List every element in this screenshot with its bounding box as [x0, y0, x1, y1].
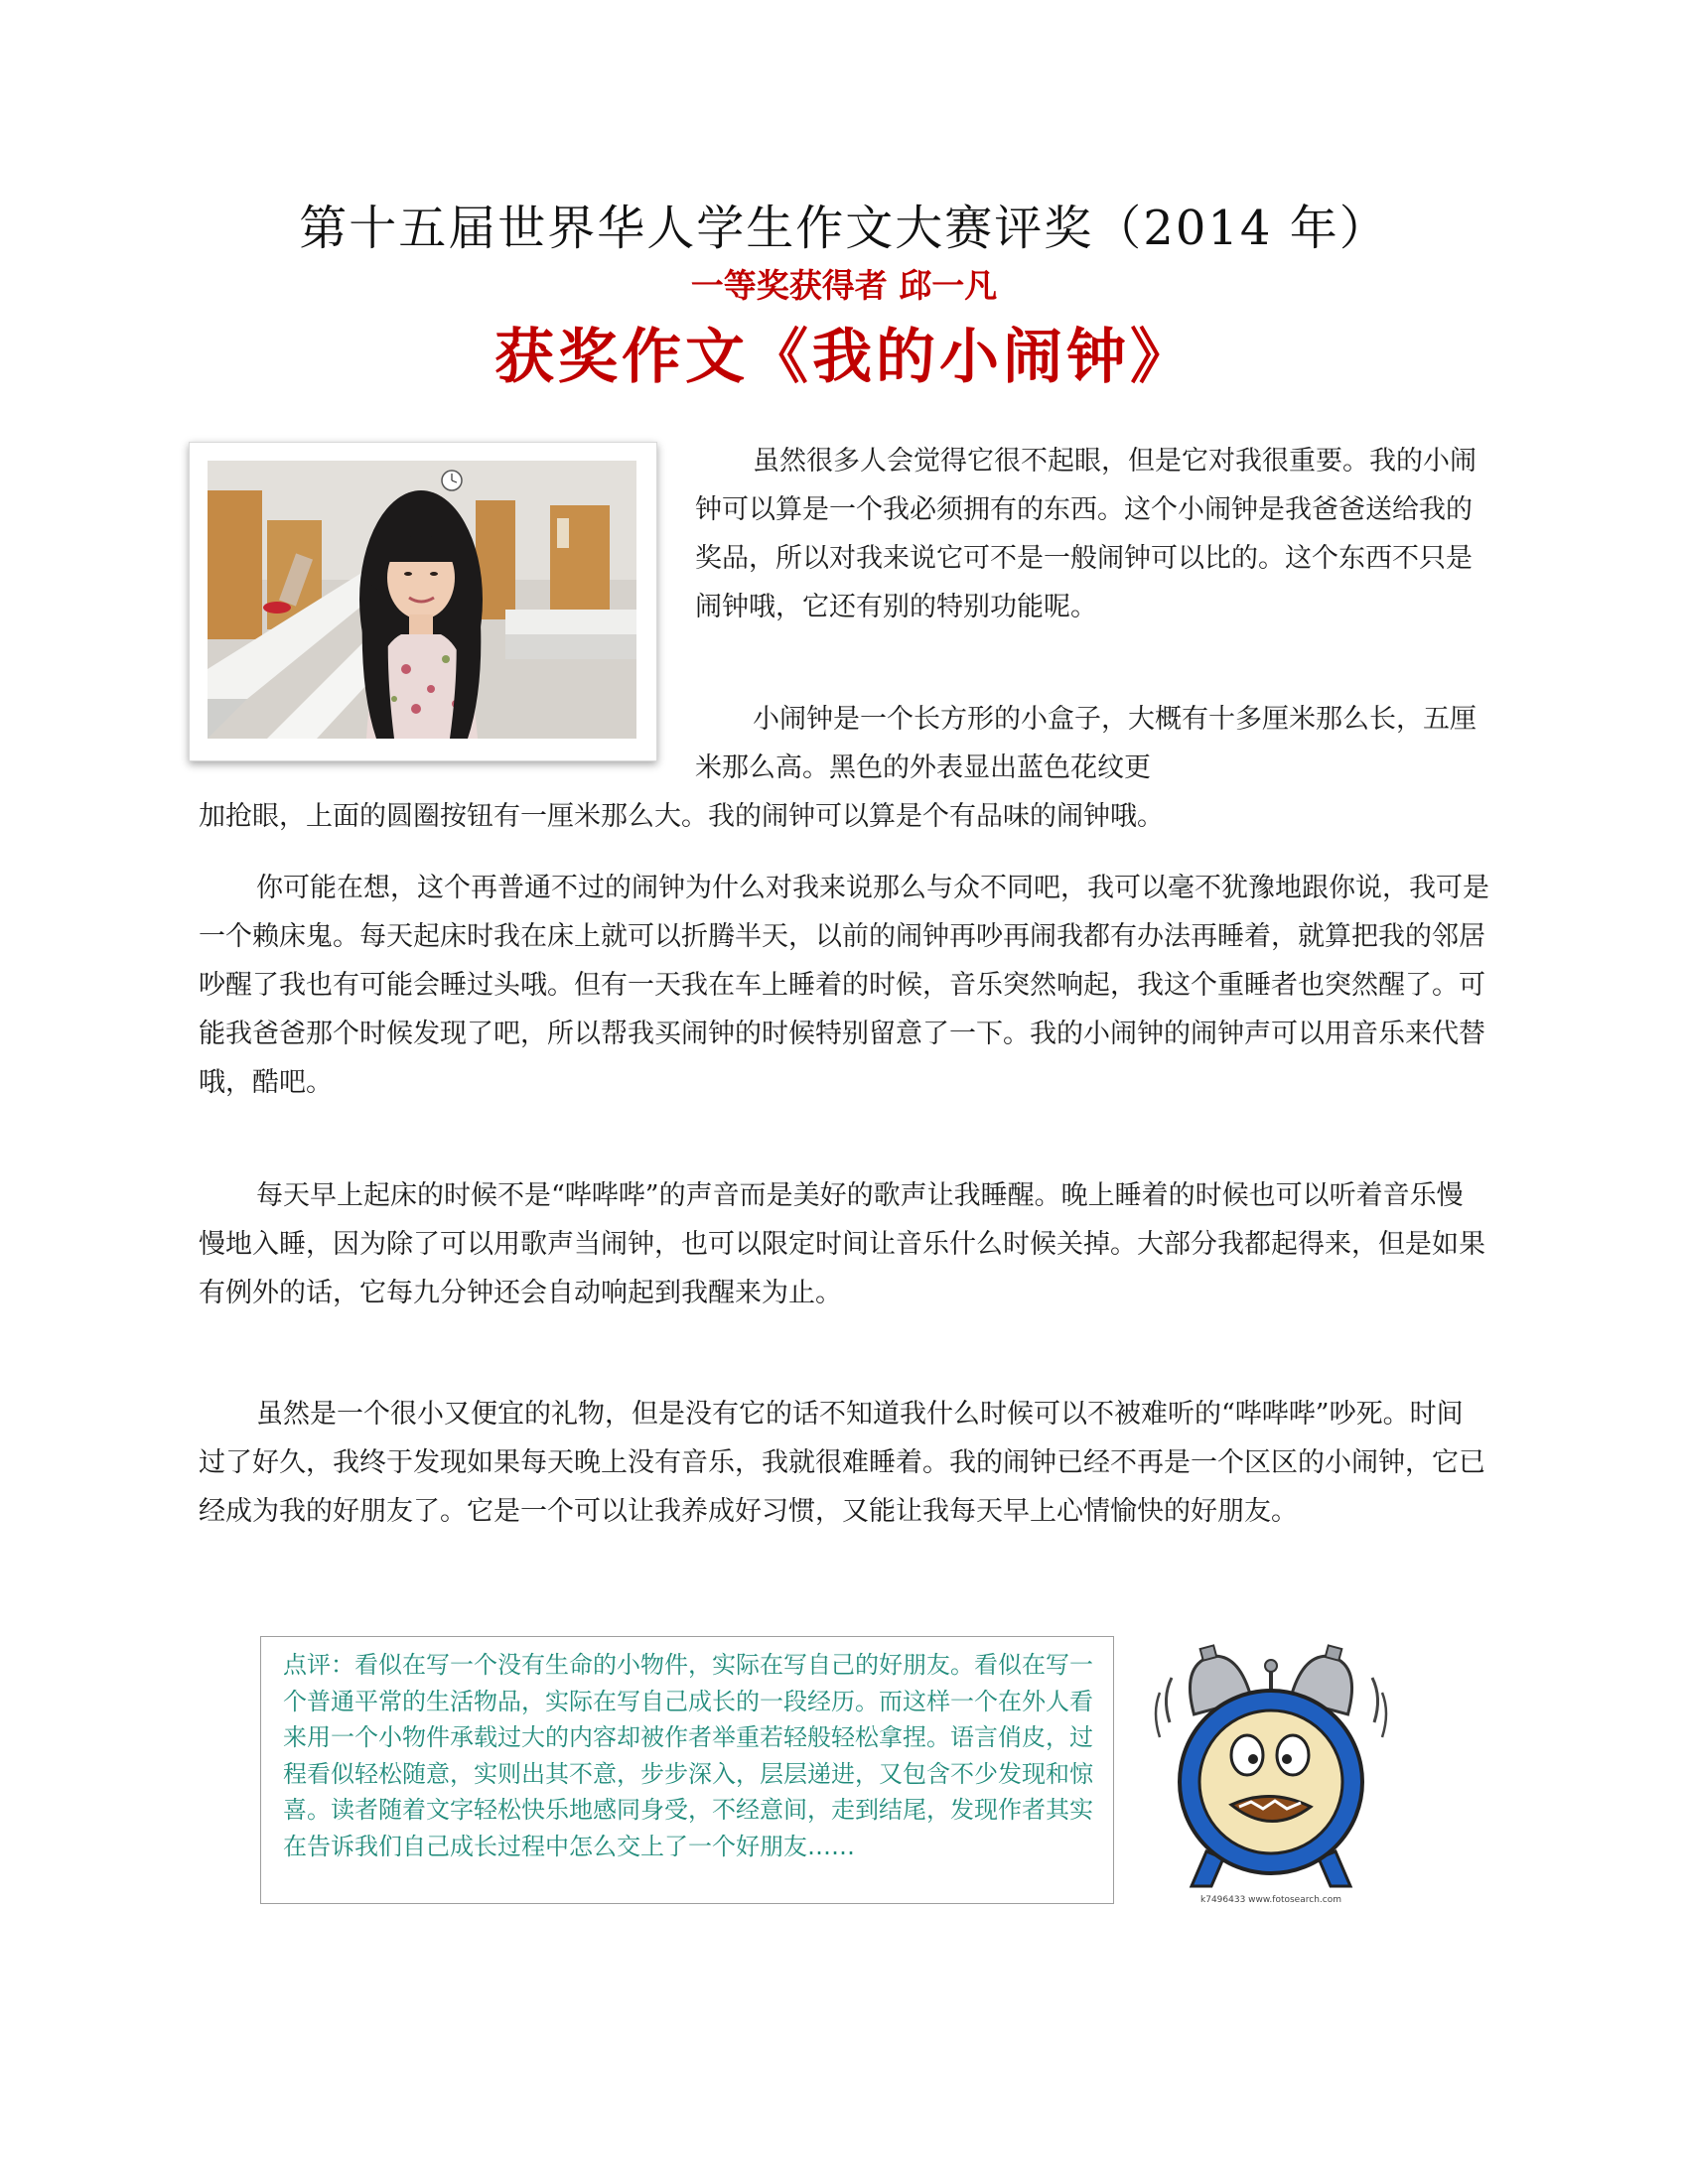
award-winner-line: 一等奖获得者 邱一凡 — [690, 266, 998, 305]
essay-paragraph-1: 虽然很多人会觉得它很不起眼，但是它对我很重要。我的小闹钟可以算是一个我必须拥有的东西。这个小闹钟是我爸爸送给我的奖品，所以对我来说它可不是一般闹钟可以比的。这个东西不只是闹钟哦，它还有别的特别功能呢。 — [695, 446, 1477, 622]
alarm-clock-cartoon-icon — [1152, 1638, 1390, 1906]
student-photo-frame — [189, 442, 657, 761]
essay-title: 获奖作文《我的小闹钟》 — [494, 323, 1194, 392]
review-comment-text: 点评：看似在写一个没有生命的小物件，实际在写自己的好朋友。看似在写一个普通平常的生活物品，实际在写自己成长的一段经历。而这样一个在外人看来用一个小物件承载过大的内容却被作者举重若轻般轻松拿捏。语言俏皮，过程看似轻松随意，实则出其不意，步步深入，层层递进，又包含不少发现和惊喜。读者随着文字轻松快乐地感同身受，不经意间，走到结尾，发现作者其实在告诉我们自己成长过程中怎么交上了一个好朋友…… — [283, 1651, 1093, 1860]
essay-paragraph-2-continued: 加抢眼，上面的圆圈按钮有一厘米那么大。我的闹钟可以算是个有品味的闹钟哦。 — [199, 801, 1164, 832]
review-comment-box — [260, 1636, 1114, 1904]
essay-paragraph-2: 小闹钟是一个长方形的小盒子，大概有十多厘米那么长，五厘米那么高。黑色的外表显出蓝色花纹更 — [695, 704, 1477, 783]
essay-paragraph-4: 每天早上起床的时候不是“哔哔哔”的声音而是美好的歌声让我睡醒。晚上睡着的时候也可以听着音乐慢慢地入睡，因为除了可以用歌声当闹钟，也可以限定时间让音乐什么时候关掉。大部分我都起得来，但是如果有例外的话，它每九分钟还会自动响起到我醒来为止。 — [199, 1180, 1485, 1308]
essay-paragraph-5: 虽然是一个很小又便宜的礼物，但是没有它的话不知道我什么时候可以不被难听的“哔哔哔”吵死。时间过了好久，我终于发现如果每天晚上没有音乐，我就很难睡着。我的闹钟已经不再是一个区区的小闹钟，它已经成为我的好朋友了。它是一个可以让我养成好习惯，又能让我每天早上心情愉快的好朋友。 — [199, 1399, 1485, 1527]
clock-image-caption: k7496433 www.fotosearch.com — [1200, 1895, 1341, 1905]
contest-title: 第十五届世界华人学生作文大赛评奖（2014 年） — [299, 201, 1389, 256]
student-photo — [208, 461, 636, 739]
essay-paragraph-3: 你可能在想，这个再普通不过的闹钟为什么对我来说那么与众不同吧，我可以毫不犹豫地跟你说，我可是一个赖床鬼。每天起床时我在床上就可以折腾半天，以前的闹钟再吵再闹我都有办法再睡着，就算把我的邻居吵醒了我也有可能会睡过头哦。但有一天我在车上睡着的时候，音乐突然响起，我这个重睡者也突然醒了。可能我爸爸那个时候发现了吧，所以帮我买闹钟的时候特别留意了一下。我的小闹钟的闹钟声可以用音乐来代替哦，酷吧。 — [199, 873, 1489, 1098]
